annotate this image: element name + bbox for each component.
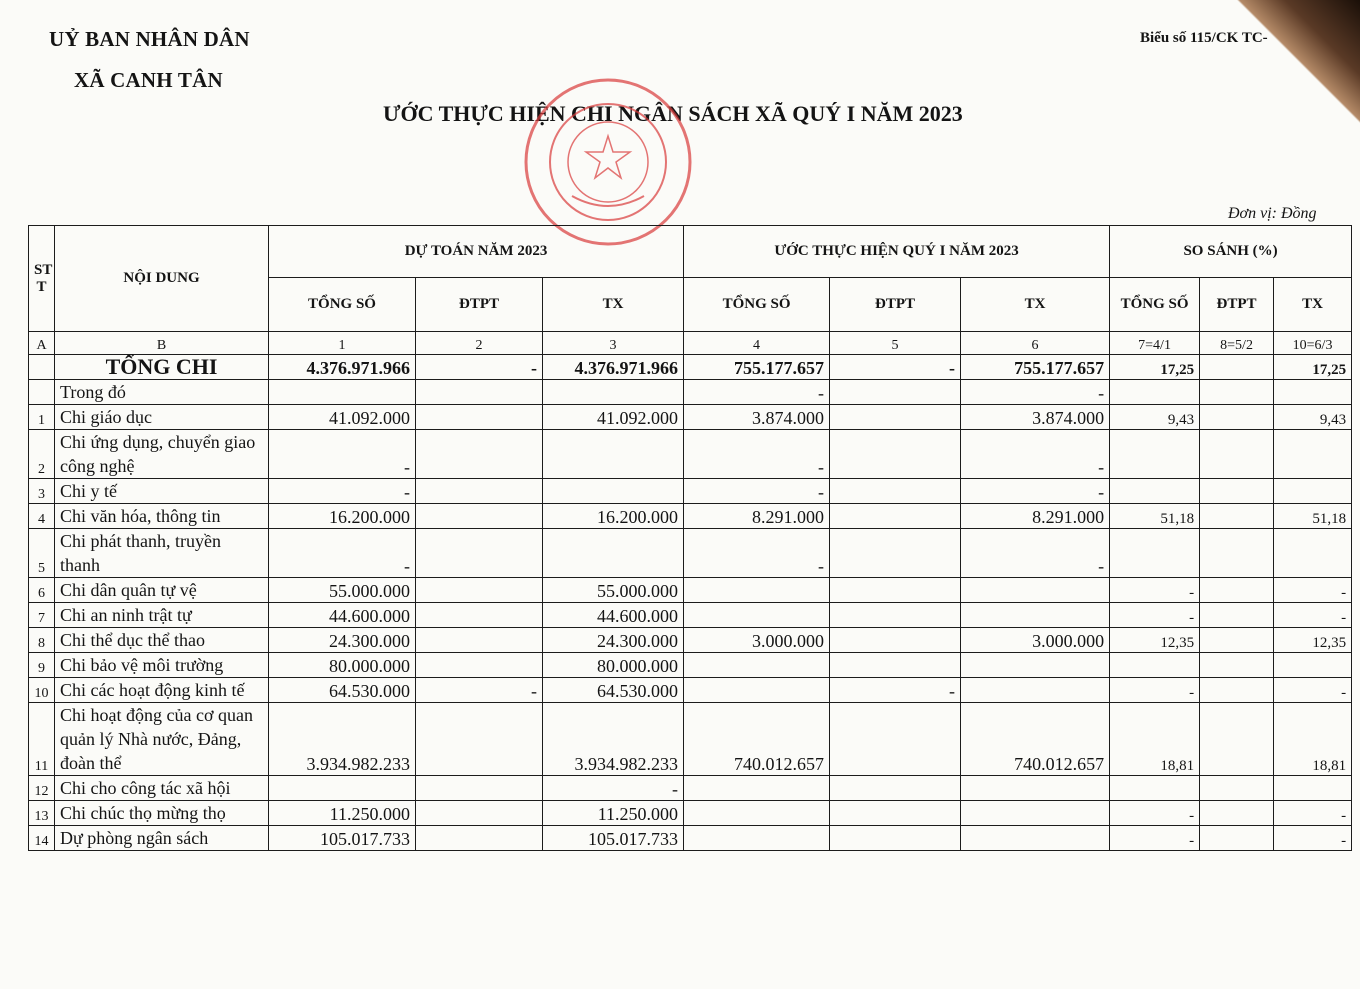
budget-dev-cell xyxy=(416,529,543,578)
row-number: 2 xyxy=(29,430,55,479)
budget-tx-cell: 44.600.000 xyxy=(543,603,684,628)
estimate-tx-cell: - xyxy=(961,479,1110,504)
row-label: Chi bảo vệ môi trường xyxy=(55,653,269,678)
compare-total-cell: 51,18 xyxy=(1110,504,1200,529)
table-row xyxy=(29,826,1352,851)
table-row xyxy=(29,703,1352,776)
compare-tx-cell: 51,18 xyxy=(1274,504,1352,529)
row-number: 14 xyxy=(29,826,55,851)
estimate-total-cell xyxy=(684,653,830,678)
row-label: Trong đó xyxy=(55,380,269,405)
index-cell: 1 xyxy=(269,332,416,355)
estimate-tx-cell: 3.874.000 xyxy=(961,405,1110,430)
budget-tx-cell: 24.300.000 xyxy=(543,628,684,653)
row-number xyxy=(29,355,55,380)
estimate-total-cell: 740.012.657 xyxy=(684,703,830,776)
budget-dev-cell xyxy=(416,653,543,678)
compare-total-cell: 17,25 xyxy=(1110,355,1200,380)
budget-dev-cell xyxy=(416,380,543,405)
table-row xyxy=(29,430,1352,479)
table-row xyxy=(29,653,1352,678)
compare-dev-cell xyxy=(1200,479,1274,504)
row-label: Chi dân quân tự vệ xyxy=(55,578,269,603)
compare-total-cell: 18,81 xyxy=(1110,703,1200,776)
compare-tx-cell: - xyxy=(1274,578,1352,603)
estimate-total-cell xyxy=(684,603,830,628)
row-label: Dự phòng ngân sách xyxy=(55,826,269,851)
row-label: Chi phát thanh, truyền thanh xyxy=(55,529,269,578)
estimate-tx-cell xyxy=(961,653,1110,678)
estimate-dev-cell xyxy=(830,603,961,628)
row-number: 11 xyxy=(29,703,55,776)
header-budget-dev: ĐTPT xyxy=(416,278,543,332)
budget-dev-cell xyxy=(416,479,543,504)
estimate-total-cell: 755.177.657 xyxy=(684,355,830,380)
budget-tx-cell xyxy=(543,529,684,578)
row-number: 10 xyxy=(29,678,55,703)
budget-total-cell: 64.530.000 xyxy=(269,678,416,703)
estimate-tx-cell xyxy=(961,678,1110,703)
row-number: 7 xyxy=(29,603,55,628)
compare-dev-cell xyxy=(1200,578,1274,603)
compare-dev-cell xyxy=(1200,430,1274,479)
total-row xyxy=(29,355,1352,380)
budget-total-cell xyxy=(269,776,416,801)
row-label: Chi các hoạt động kinh tế xyxy=(55,678,269,703)
compare-total-cell xyxy=(1110,430,1200,479)
budget-dev-cell xyxy=(416,801,543,826)
index-cell: 7=4/1 xyxy=(1110,332,1200,355)
estimate-dev-cell xyxy=(830,776,961,801)
budget-dev-cell xyxy=(416,703,543,776)
row-label: Chi thể dục thể thao xyxy=(55,628,269,653)
header-compare-total: TỔNG SỐ xyxy=(1110,278,1200,332)
compare-tx-cell xyxy=(1274,653,1352,678)
estimate-tx-cell xyxy=(961,801,1110,826)
budget-tx-cell xyxy=(543,479,684,504)
table-row xyxy=(29,529,1352,578)
compare-total-cell xyxy=(1110,479,1200,504)
row-number: 1 xyxy=(29,405,55,430)
currency-unit: Đơn vị: Đồng xyxy=(1228,205,1317,222)
compare-tx-cell xyxy=(1274,776,1352,801)
estimate-tx-cell: 8.291.000 xyxy=(961,504,1110,529)
compare-dev-cell xyxy=(1200,653,1274,678)
budget-total-cell: 4.376.971.966 xyxy=(269,355,416,380)
table-row xyxy=(29,776,1352,801)
compare-total-cell xyxy=(1110,529,1200,578)
budget-tx-cell: 64.530.000 xyxy=(543,678,684,703)
row-number: 4 xyxy=(29,504,55,529)
header-budget-total: TỔNG SỐ xyxy=(269,278,416,332)
row-number xyxy=(29,380,55,405)
budget-total-cell: 80.000.000 xyxy=(269,653,416,678)
table-row xyxy=(29,479,1352,504)
row-number: 8 xyxy=(29,628,55,653)
compare-total-cell xyxy=(1110,776,1200,801)
index-cell: A xyxy=(29,332,55,355)
estimate-tx-cell xyxy=(961,603,1110,628)
estimate-tx-cell xyxy=(961,826,1110,851)
estimate-tx-cell xyxy=(961,776,1110,801)
table-row xyxy=(29,504,1352,529)
budget-dev-cell xyxy=(416,405,543,430)
form-code: Biểu số 115/CK TC- xyxy=(1140,30,1268,46)
estimate-total-cell: 3.874.000 xyxy=(684,405,830,430)
estimate-total-cell: - xyxy=(684,479,830,504)
row-label: Chi y tế xyxy=(55,479,269,504)
compare-total-cell xyxy=(1110,380,1200,405)
index-cell: 4 xyxy=(684,332,830,355)
budget-total-cell: 44.600.000 xyxy=(269,603,416,628)
compare-dev-cell xyxy=(1200,355,1274,380)
budget-tx-cell: 80.000.000 xyxy=(543,653,684,678)
budget-tx-cell: 16.200.000 xyxy=(543,504,684,529)
compare-total-cell: - xyxy=(1110,603,1200,628)
row-label: Chi ứng dụng, chuyển giao công nghệ xyxy=(55,430,269,479)
row-label: Chi cho công tác xã hội xyxy=(55,776,269,801)
compare-dev-cell xyxy=(1200,628,1274,653)
estimate-tx-cell: 755.177.657 xyxy=(961,355,1110,380)
index-cell: 3 xyxy=(543,332,684,355)
compare-total-cell: - xyxy=(1110,678,1200,703)
estimate-total-cell: - xyxy=(684,529,830,578)
budget-tx-cell: 105.017.733 xyxy=(543,826,684,851)
index-cell: 5 xyxy=(830,332,961,355)
compare-total-cell: - xyxy=(1110,578,1200,603)
compare-dev-cell xyxy=(1200,776,1274,801)
estimate-tx-cell: 740.012.657 xyxy=(961,703,1110,776)
page-corner-shadow xyxy=(1232,0,1360,140)
header-compare-group: SO SÁNH (%) xyxy=(1110,226,1352,278)
compare-dev-cell xyxy=(1200,678,1274,703)
index-cell: 10=6/3 xyxy=(1274,332,1352,355)
header-content: NỘI DUNG xyxy=(55,226,269,332)
estimate-total-cell xyxy=(684,826,830,851)
header-estimate-dev: ĐTPT xyxy=(830,278,961,332)
budget-total-cell: 41.092.000 xyxy=(269,405,416,430)
budget-tx-cell: 11.250.000 xyxy=(543,801,684,826)
compare-total-cell: - xyxy=(1110,801,1200,826)
org-name-line2: XÃ CANH TÂN xyxy=(74,68,223,92)
estimate-total-cell xyxy=(684,578,830,603)
compare-dev-cell xyxy=(1200,603,1274,628)
compare-dev-cell xyxy=(1200,405,1274,430)
estimate-total-cell: - xyxy=(684,430,830,479)
header-budget-tx: TX xyxy=(543,278,684,332)
estimate-dev-cell xyxy=(830,405,961,430)
budget-total-cell: 105.017.733 xyxy=(269,826,416,851)
compare-tx-cell xyxy=(1274,380,1352,405)
estimate-total-cell: 8.291.000 xyxy=(684,504,830,529)
compare-tx-cell: - xyxy=(1274,801,1352,826)
compare-dev-cell xyxy=(1200,703,1274,776)
compare-tx-cell: 17,25 xyxy=(1274,355,1352,380)
estimate-total-cell: - xyxy=(684,380,830,405)
estimate-tx-cell xyxy=(961,578,1110,603)
compare-dev-cell xyxy=(1200,801,1274,826)
estimate-total-cell: 3.000.000 xyxy=(684,628,830,653)
budget-total-cell: 11.250.000 xyxy=(269,801,416,826)
header-compare-dev: ĐTPT xyxy=(1200,278,1274,332)
budget-tx-cell: 41.092.000 xyxy=(543,405,684,430)
estimate-tx-cell: - xyxy=(961,529,1110,578)
budget-total-cell: 55.000.000 xyxy=(269,578,416,603)
table-row xyxy=(29,380,1352,405)
estimate-total-cell xyxy=(684,776,830,801)
row-label: Chi hoạt động của cơ quan quản lý Nhà nước, Đảng, đoàn thể xyxy=(55,703,269,776)
budget-dev-cell xyxy=(416,776,543,801)
budget-dev-cell xyxy=(416,578,543,603)
estimate-dev-cell xyxy=(830,578,961,603)
estimate-dev-cell xyxy=(830,628,961,653)
budget-dev-cell xyxy=(416,826,543,851)
row-label: Chi giáo dục xyxy=(55,405,269,430)
budget-tx-cell: 3.934.982.233 xyxy=(543,703,684,776)
header-estimate-tx: TX xyxy=(961,278,1110,332)
header-budget-group: DỰ TOÁN NĂM 2023 xyxy=(269,226,684,278)
budget-total-cell: - xyxy=(269,430,416,479)
estimate-dev-cell xyxy=(830,529,961,578)
estimate-total-cell xyxy=(684,801,830,826)
row-number: 6 xyxy=(29,578,55,603)
compare-tx-cell: 9,43 xyxy=(1274,405,1352,430)
org-name-line1: UỶ BAN NHÂN DÂN xyxy=(49,27,250,51)
estimate-dev-cell xyxy=(830,801,961,826)
header-compare-tx: TX xyxy=(1274,278,1352,332)
estimate-tx-cell: 3.000.000 xyxy=(961,628,1110,653)
budget-tx-cell: - xyxy=(543,776,684,801)
compare-total-cell: 12,35 xyxy=(1110,628,1200,653)
index-cell: B xyxy=(55,332,269,355)
table-row xyxy=(29,603,1352,628)
estimate-dev-cell xyxy=(830,653,961,678)
document-title: ƯỚC THỰC HIỆN CHI NGÂN SÁCH XÃ QUÝ I NĂM 2023 xyxy=(383,101,963,126)
budget-tx-cell xyxy=(543,380,684,405)
estimate-dev-cell: - xyxy=(830,678,961,703)
budget-total-cell: 24.300.000 xyxy=(269,628,416,653)
index-cell: 8=5/2 xyxy=(1200,332,1274,355)
estimate-tx-cell: - xyxy=(961,430,1110,479)
compare-tx-cell: 12,35 xyxy=(1274,628,1352,653)
row-number: 5 xyxy=(29,529,55,578)
row-number: 13 xyxy=(29,801,55,826)
compare-tx-cell xyxy=(1274,430,1352,479)
budget-dev-cell: - xyxy=(416,678,543,703)
compare-total-cell xyxy=(1110,653,1200,678)
index-cell: 2 xyxy=(416,332,543,355)
table-row xyxy=(29,405,1352,430)
header-estimate-group: ƯỚC THỰC HIỆN QUÝ I NĂM 2023 xyxy=(684,226,1110,278)
row-number: 9 xyxy=(29,653,55,678)
compare-dev-cell xyxy=(1200,504,1274,529)
row-label: TỔNG CHI xyxy=(55,355,269,380)
budget-dev-cell xyxy=(416,504,543,529)
estimate-dev-cell xyxy=(830,826,961,851)
table-row xyxy=(29,678,1352,703)
estimate-tx-cell: - xyxy=(961,380,1110,405)
row-number: 12 xyxy=(29,776,55,801)
compare-dev-cell xyxy=(1200,529,1274,578)
table-row xyxy=(29,578,1352,603)
estimate-dev-cell xyxy=(830,380,961,405)
budget-table xyxy=(28,225,1352,851)
budget-total-cell xyxy=(269,380,416,405)
estimate-dev-cell xyxy=(830,479,961,504)
budget-total-cell: - xyxy=(269,479,416,504)
estimate-dev-cell xyxy=(830,703,961,776)
compare-dev-cell xyxy=(1200,826,1274,851)
estimate-total-cell xyxy=(684,678,830,703)
budget-dev-cell: - xyxy=(416,355,543,380)
header-estimate-total: TỔNG SỐ xyxy=(684,278,830,332)
estimate-dev-cell: - xyxy=(830,355,961,380)
row-number: 3 xyxy=(29,479,55,504)
index-cell: 6 xyxy=(961,332,1110,355)
table-row xyxy=(29,801,1352,826)
compare-tx-cell: - xyxy=(1274,826,1352,851)
budget-dev-cell xyxy=(416,603,543,628)
budget-tx-cell: 4.376.971.966 xyxy=(543,355,684,380)
compare-total-cell: - xyxy=(1110,826,1200,851)
header-stt: ST T xyxy=(29,226,55,332)
compare-dev-cell xyxy=(1200,380,1274,405)
row-label: Chi an ninh trật tự xyxy=(55,603,269,628)
row-label: Chi chúc thọ mừng thọ xyxy=(55,801,269,826)
budget-tx-cell xyxy=(543,430,684,479)
official-seal-icon xyxy=(522,76,694,248)
row-label: Chi văn hóa, thông tin xyxy=(55,504,269,529)
compare-tx-cell xyxy=(1274,479,1352,504)
column-index-row xyxy=(29,332,1352,355)
budget-dev-cell xyxy=(416,628,543,653)
compare-tx-cell: - xyxy=(1274,678,1352,703)
compare-total-cell: 9,43 xyxy=(1110,405,1200,430)
budget-total-cell: - xyxy=(269,529,416,578)
budget-total-cell: 16.200.000 xyxy=(269,504,416,529)
estimate-dev-cell xyxy=(830,504,961,529)
budget-dev-cell xyxy=(416,430,543,479)
budget-total-cell: 3.934.982.233 xyxy=(269,703,416,776)
compare-tx-cell xyxy=(1274,529,1352,578)
compare-tx-cell: 18,81 xyxy=(1274,703,1352,776)
compare-tx-cell: - xyxy=(1274,603,1352,628)
budget-tx-cell: 55.000.000 xyxy=(543,578,684,603)
table-row xyxy=(29,628,1352,653)
estimate-dev-cell xyxy=(830,430,961,479)
